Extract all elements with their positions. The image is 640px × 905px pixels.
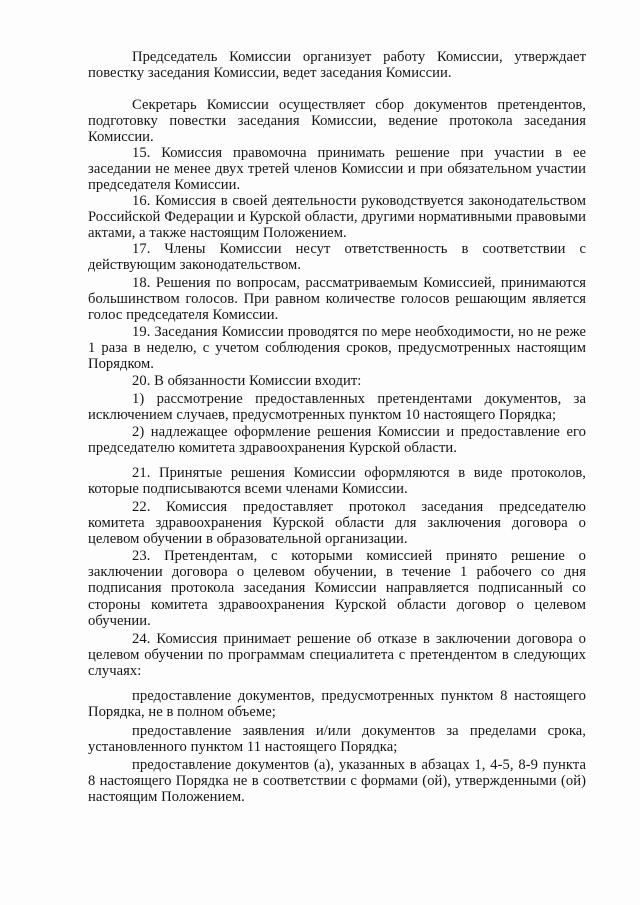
list-item-20-1: 1) рассмотрение предоставленных претендентами документов, за исключением случаев, предусмотренных пунктом 10 настоящего Порядка; [88,391,586,424]
paragraph-21: 21. Принятые решения Комиссии оформляются в виде протоколов, которые подписываются всеми членами Комиссии. [88,465,586,498]
paragraph-23: 23. Претендентам, с которыми комиссией принято решение о заключении договора о целевом обучении, в течение 1 рабочего со дня подписания протокола заседания Комиссии направляется подписанный со стороны комитета здравоохранения Курской области договор о целевом обучении. [88,548,586,629]
paragraph-16: 16. Комиссия в своей деятельности руководствуется законодательством Российской Федерации и Курской области, другими нормативными правовыми актами, а также настоящим Положением. [88,193,586,242]
refusal-case-late-submission: предоставление заявления и/или документов за пределами срока, установленного пунктом 11 настоящего Порядка; [88,723,586,756]
paragraph-15: 15. Комиссия правомочна принимать решение при участии в ее заседании не менее двух третей членов Комиссии и при обязательном участии председателя Комиссии. [88,145,586,194]
list-item-20-2: 2) надлежащее оформление решения Комиссии и предоставление его председателю комитета здравоохранения Курской области. [88,424,586,457]
paragraph-24: 24. Комиссия принимает решение об отказе в заключении договора о целевом обучении по программам специалитета с претендентом в следующих случаях: [88,631,586,680]
paragraph-17: 17. Члены Комиссии несут ответственность в соответствии с действующим законодательством. [88,241,586,274]
paragraph-22: 22. Комиссия предоставляет протокол заседания председателю комитета здравоохранения Курской области для заключения договора о целевом обучении в образовательной организации. [88,499,586,548]
refusal-case-nonconforming-forms: предоставление документов (а), указанных в абзацах 1, 4-5, 8-9 пункта 8 настоящего Порядка не в соответствии с формами (ой), утвержденными (ой) настоящим Положением. [88,757,586,806]
paragraph-secretary-duties: Секретарь Комиссии осуществляет сбор документов претендентов, подготовку повестки заседания Комиссии, ведение протокола заседания Комиссии. [88,97,586,146]
refusal-case-incomplete-documents: предоставление документов, предусмотренных пунктом 8 настоящего Порядка, не в полном объеме; [88,688,586,721]
paragraph-19: 19. Заседания Комиссии проводятся по мере необходимости, но не реже 1 раза в неделю, с учетом соблюдения сроков, предусмотренных настоящим Порядком. [88,324,586,373]
paragraph-18: 18. Решения по вопросам, рассматриваемым Комиссией, принимаются большинством голосов. При равном количестве голосов решающим является голос председателя Комиссии. [88,275,586,324]
paragraph-20: 20. В обязанности Комиссии входит: [132,373,362,389]
paragraph-chairman-duties: Председатель Комиссии организует работу Комиссии, утверждает повестку заседания Комиссии, ведет заседания Комиссии. [88,49,586,82]
